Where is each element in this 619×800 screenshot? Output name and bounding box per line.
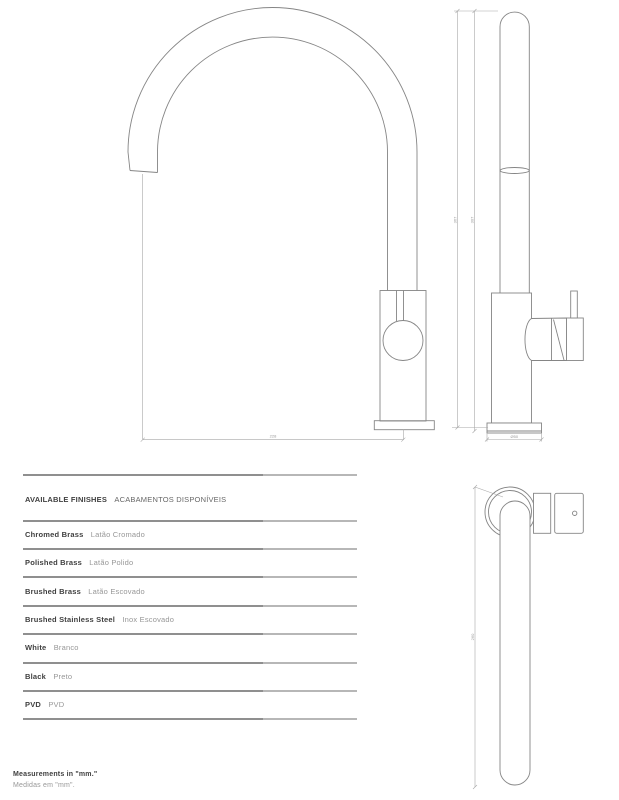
measurements-note-pt: Medidas em "mm". bbox=[13, 782, 75, 789]
finish-row bbox=[25, 615, 355, 624]
faucet-body bbox=[380, 291, 426, 422]
dim-label-height-inner: 307 bbox=[469, 216, 475, 224]
finish-row bbox=[25, 700, 355, 709]
handle-joint-circle bbox=[383, 321, 423, 361]
finish-name-en: Black bbox=[25, 672, 47, 681]
finish-name-en: Brushed Stainless Steel bbox=[25, 615, 116, 624]
finish-row bbox=[25, 672, 355, 681]
table-rule bbox=[23, 690, 357, 692]
finish-name-en: Polished Brass bbox=[25, 558, 82, 567]
finish-name-pt: Branco bbox=[53, 643, 79, 652]
finish-row bbox=[25, 587, 355, 596]
finish-name-pt: Latão Escovado bbox=[88, 587, 145, 596]
finish-row bbox=[25, 643, 355, 652]
finishes-header-pt: ACABAMENTOS DISPONÍVEIS bbox=[114, 495, 227, 504]
finish-name-pt: Latão Polido bbox=[89, 558, 134, 567]
faucet-body-side bbox=[492, 293, 532, 423]
measurements-note-en: Measurements in "mm." bbox=[13, 771, 98, 778]
table-rule bbox=[23, 520, 357, 522]
handle-grip bbox=[567, 318, 584, 361]
handle-plate-top bbox=[555, 493, 584, 533]
finish-name-en: PVD bbox=[25, 700, 42, 709]
finish-name-pt: Latão Cromado bbox=[90, 530, 146, 539]
dim-label-front-reach: 228 bbox=[269, 433, 277, 439]
handle-escutcheon bbox=[525, 318, 567, 361]
spout-side-contour bbox=[500, 12, 529, 293]
finish-name-pt: PVD bbox=[48, 700, 65, 709]
base-plate-side bbox=[487, 423, 542, 433]
table-rule bbox=[23, 576, 357, 578]
finish-row bbox=[25, 530, 355, 539]
table-rule bbox=[23, 633, 357, 635]
spout-tip bbox=[130, 171, 158, 173]
spout-outer-contour bbox=[128, 8, 417, 291]
front-view bbox=[128, 8, 434, 430]
finish-name-pt: Inox Escovado bbox=[122, 615, 175, 624]
finish-name-en: White bbox=[25, 643, 47, 652]
handle-connector-top bbox=[534, 493, 551, 533]
finish-name-en: Chromed Brass bbox=[25, 530, 84, 539]
finishes-header-en: AVAILABLE FINISHES bbox=[25, 495, 108, 504]
spout-joint-ring bbox=[500, 168, 529, 174]
handle-stem bbox=[571, 291, 578, 318]
finish-name-en: Brushed Brass bbox=[25, 587, 81, 596]
dim-label-base-width: Ø50 bbox=[510, 434, 519, 439]
table-rule bbox=[23, 605, 357, 607]
base-plate bbox=[374, 421, 434, 430]
finish-name-pt: Preto bbox=[53, 672, 73, 681]
table-rule bbox=[23, 548, 357, 550]
spout-plan-stadium bbox=[500, 501, 530, 785]
spout-inner-contour bbox=[158, 37, 388, 290]
dim-label-height-outer: 367 bbox=[452, 216, 458, 224]
table-rule bbox=[23, 718, 357, 720]
finish-row bbox=[25, 558, 355, 567]
front-view-dimensions bbox=[141, 174, 406, 442]
finishes-header bbox=[25, 495, 355, 504]
handle-screw-hole bbox=[573, 511, 577, 515]
dim-label-top-depth: 260 bbox=[469, 633, 475, 641]
top-view bbox=[485, 487, 583, 785]
side-view bbox=[487, 12, 583, 433]
table-rule bbox=[23, 474, 357, 476]
table-rule bbox=[23, 662, 357, 664]
